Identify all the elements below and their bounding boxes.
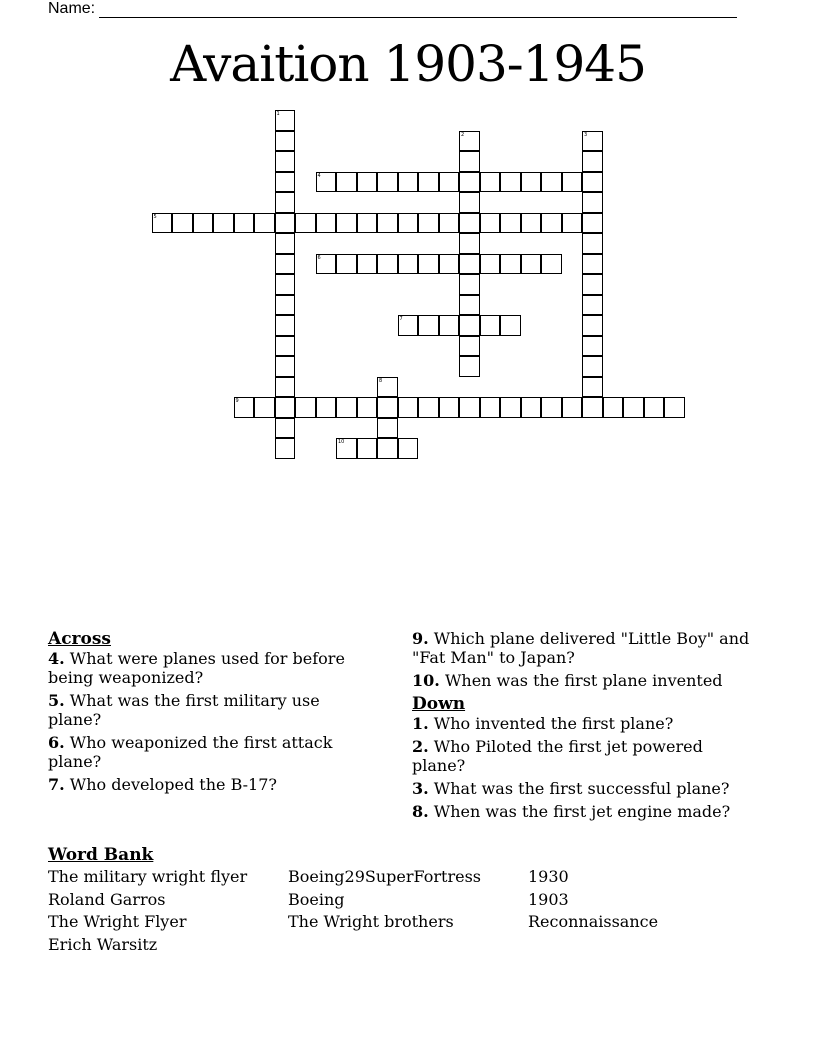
word-bank-item: Roland Garros: [48, 889, 166, 909]
name-label: Name:: [48, 0, 96, 17]
crossword-cell[interactable]: [439, 315, 460, 336]
word-bank-item: 1903: [528, 889, 569, 909]
crossword-cell[interactable]: [398, 315, 419, 336]
crossword-cell[interactable]: [582, 233, 603, 254]
crossword-cell[interactable]: [459, 397, 480, 418]
clue-number: 4: [317, 172, 321, 179]
clue-number: 3: [584, 131, 588, 138]
crossword-cell[interactable]: [562, 213, 583, 234]
crossword-cell[interactable]: [418, 172, 439, 193]
clues-left-column: [48, 629, 368, 798]
crossword-cell[interactable]: [459, 254, 480, 275]
word-bank-item: 1930: [528, 867, 569, 886]
crossword-cell[interactable]: [336, 254, 357, 275]
clue-number: 9: [235, 398, 239, 404]
clue-down-2: 2. Who Piloted the first jet powered plane?: [412, 737, 703, 775]
crossword-cell[interactable]: [295, 397, 316, 418]
crossword-cell[interactable]: [582, 315, 603, 336]
crossword-cell[interactable]: [582, 254, 603, 275]
crossword-cell[interactable]: [623, 397, 644, 418]
crossword-cell[interactable]: [234, 397, 255, 418]
crossword-cell[interactable]: [316, 254, 337, 275]
crossword-cell[interactable]: [275, 254, 296, 275]
crossword-cell[interactable]: [275, 233, 296, 254]
crossword-cell[interactable]: [582, 172, 603, 193]
crossword-cell[interactable]: [500, 172, 521, 193]
clue-number: 8: [379, 377, 383, 384]
crossword-cell[interactable]: [459, 274, 480, 295]
crossword-cell[interactable]: [275, 274, 296, 295]
crossword-cell[interactable]: [521, 213, 542, 234]
crossword-cell[interactable]: [500, 213, 521, 234]
crossword-cell[interactable]: [562, 172, 583, 193]
crossword-cell[interactable]: [500, 254, 521, 275]
clue-number: 7: [399, 316, 403, 322]
crossword-cell[interactable]: [398, 438, 419, 459]
crossword-cell[interactable]: [439, 172, 460, 193]
clue-across-9: 9. Which plane delivered "Little Boy" and "Fat Man" to Japan?: [412, 629, 750, 667]
crossword-cell[interactable]: [377, 438, 398, 459]
crossword-cell[interactable]: [459, 315, 480, 336]
crossword-cell[interactable]: [357, 254, 378, 275]
crossword-cell[interactable]: [275, 397, 296, 418]
crossword-cell[interactable]: [418, 254, 439, 275]
word-bank-item: The Wright brothers: [288, 912, 454, 931]
across-heading: Across: [48, 629, 111, 649]
word-bank-heading: Word Bank: [48, 845, 154, 865]
word-bank-item: The Wright Flyer: [48, 912, 187, 931]
crossword-cell[interactable]: [377, 418, 398, 439]
crossword-cell[interactable]: [152, 213, 173, 234]
crossword-cell[interactable]: [275, 336, 296, 357]
crossword-cell[interactable]: [418, 397, 439, 418]
crossword-cell[interactable]: [398, 254, 419, 275]
crossword-cell[interactable]: [234, 213, 255, 234]
crossword-cell[interactable]: [603, 397, 624, 418]
crossword-cell[interactable]: [275, 172, 296, 193]
clue-down-1: 1. Who invented the first plane?: [412, 714, 674, 733]
crossword-cell[interactable]: [275, 295, 296, 316]
crossword-cell[interactable]: [398, 172, 419, 193]
crossword-cell[interactable]: [664, 397, 685, 418]
crossword-cell[interactable]: [213, 213, 234, 234]
crossword-cell[interactable]: [336, 213, 357, 234]
crossword-cell[interactable]: [295, 213, 316, 234]
crossword-cell[interactable]: [582, 356, 603, 377]
crossword-cell[interactable]: [377, 172, 398, 193]
crossword-cell[interactable]: [582, 131, 603, 152]
page-title: Avaition 1903-1945: [170, 35, 646, 93]
crossword-cell[interactable]: [582, 274, 603, 295]
crossword-cell[interactable]: [254, 213, 275, 234]
crossword-cell[interactable]: [275, 315, 296, 336]
crossword-cell[interactable]: [459, 192, 480, 213]
crossword-cell[interactable]: [480, 172, 501, 193]
crossword-cell[interactable]: [357, 172, 378, 193]
clue-number: 6: [317, 254, 321, 261]
crossword-cell[interactable]: [398, 213, 419, 234]
crossword-cell[interactable]: [418, 315, 439, 336]
crossword-cell[interactable]: [357, 213, 378, 234]
crossword-cell[interactable]: [439, 397, 460, 418]
crossword-cell[interactable]: [582, 295, 603, 316]
crossword-cell[interactable]: [459, 151, 480, 172]
crossword-grid: [0, 0, 816, 470]
crossword-cell[interactable]: [275, 110, 296, 131]
crossword-cell[interactable]: [275, 356, 296, 377]
crossword-cell[interactable]: [500, 397, 521, 418]
clue-across-10: 10. When was the first plane invented: [412, 671, 723, 690]
crossword-cell[interactable]: [541, 254, 562, 275]
clue-number: 10: [338, 439, 345, 445]
crossword-cell[interactable]: [275, 131, 296, 152]
crossword-cell[interactable]: [644, 397, 665, 418]
crossword-cell[interactable]: [582, 151, 603, 172]
word-bank-item: The military wright flyer: [48, 867, 248, 886]
crossword-cell[interactable]: [377, 377, 398, 398]
crossword-cell[interactable]: [377, 397, 398, 418]
clue-across-4: 4. What were planes used for before being weaponized?: [48, 649, 345, 687]
crossword-cell[interactable]: [459, 356, 480, 377]
crossword-cell[interactable]: [316, 397, 337, 418]
clue-across-5: 5. What was the first military use plane?: [48, 691, 320, 729]
crossword-cell[interactable]: [480, 213, 501, 234]
crossword-cell[interactable]: [480, 397, 501, 418]
crossword-cell[interactable]: [275, 213, 296, 234]
crossword-cell[interactable]: [357, 438, 378, 459]
crossword-cell[interactable]: [521, 172, 542, 193]
crossword-cell[interactable]: [275, 438, 296, 459]
clue-across-7: 7. Who developed the B-17?: [48, 775, 277, 794]
word-bank-item: Reconnaissance: [528, 912, 659, 931]
crossword-cell[interactable]: [582, 377, 603, 398]
clue-down-3: 3. What was the first successful plane?: [412, 779, 730, 798]
crossword-cell[interactable]: [582, 397, 603, 418]
crossword-cell[interactable]: [275, 192, 296, 213]
word-bank: [48, 845, 768, 956]
crossword-cell[interactable]: [336, 438, 357, 459]
crossword-cell[interactable]: [582, 213, 603, 234]
crossword-cell[interactable]: [418, 213, 439, 234]
clue-number: 2: [461, 131, 465, 138]
crossword-cell[interactable]: [541, 397, 562, 418]
crossword-cell[interactable]: [562, 397, 583, 418]
crossword-cell[interactable]: [541, 172, 562, 193]
crossword-cell[interactable]: [439, 254, 460, 275]
crossword-cell[interactable]: [336, 172, 357, 193]
crossword-cell[interactable]: [336, 397, 357, 418]
crossword-cell[interactable]: [357, 397, 378, 418]
clue-across-6: 6. Who weaponized the first attack plane?: [48, 733, 333, 771]
crossword-cell[interactable]: [521, 397, 542, 418]
crossword-cell[interactable]: [459, 336, 480, 357]
crossword-cell[interactable]: [377, 254, 398, 275]
crossword-cell[interactable]: [500, 315, 521, 336]
crossword-cell[interactable]: [459, 213, 480, 234]
crossword-cell[interactable]: [439, 213, 460, 234]
crossword-cell[interactable]: [316, 172, 337, 193]
word-bank-item: Boeing: [288, 889, 345, 909]
crossword-cell[interactable]: [480, 254, 501, 275]
crossword-cell[interactable]: [398, 397, 419, 418]
crossword-cell[interactable]: [275, 377, 296, 398]
crossword-cell[interactable]: [459, 295, 480, 316]
crossword-cell[interactable]: [459, 131, 480, 152]
crossword-cell[interactable]: [275, 418, 296, 439]
crossword-cell[interactable]: [316, 213, 337, 234]
down-heading: Down: [412, 694, 466, 714]
crossword-cell[interactable]: [541, 213, 562, 234]
crossword-cell[interactable]: [172, 213, 193, 234]
crossword-cell[interactable]: [377, 213, 398, 234]
clue-number: 5: [153, 213, 157, 220]
word-bank-item: Boeing29SuperFortress: [288, 867, 481, 886]
crossword-cell[interactable]: [521, 254, 542, 275]
crossword-cell[interactable]: [193, 213, 214, 234]
crossword-cell[interactable]: [254, 397, 275, 418]
crossword-cell[interactable]: [459, 172, 480, 193]
clue-down-8: 8. When was the first jet engine made?: [412, 802, 731, 821]
clue-number: 1: [276, 111, 280, 117]
clues-right-column: [412, 629, 757, 825]
crossword-cell[interactable]: [582, 192, 603, 213]
crossword-cell[interactable]: [480, 315, 501, 336]
crossword-cell[interactable]: [275, 151, 296, 172]
crossword-cell[interactable]: [459, 233, 480, 254]
word-bank-item: Erich Warsitz: [48, 934, 158, 954]
crossword-cell[interactable]: [582, 336, 603, 357]
